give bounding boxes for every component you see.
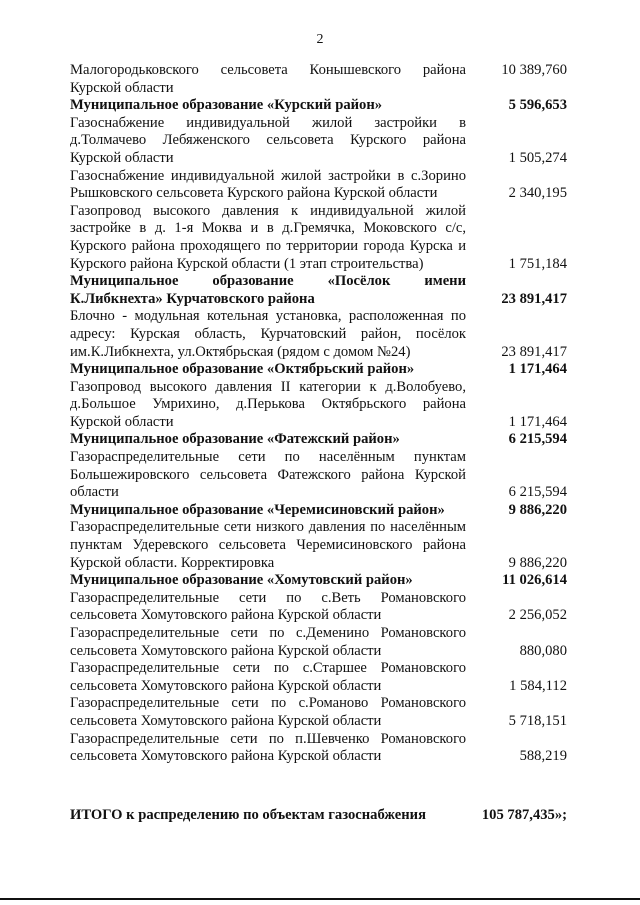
row-amount: 880,080 <box>519 642 567 659</box>
row-description: Газораспределительные сети по п.Шевченко Романовского сельсовета Хомутовского района Курской области <box>70 730 466 765</box>
municipality-row <box>70 572 567 590</box>
row-description: Муниципальное образование «Фатежский район» <box>70 431 400 448</box>
row-amount: 10 389,760 <box>501 62 567 78</box>
row-description: Муниципальное образование «Хомутовский район» <box>70 572 413 589</box>
total-value: 105 787,435»; <box>481 807 567 823</box>
row-description: Блочно - модульная котельная установка, расположенная по адресу: Курская область, Курчатовский район, посёлок им.К.Либкнехта, ул.Октябрьская (рядом с домом №24) <box>70 308 466 360</box>
row-amount: 23 891,417 <box>501 343 567 360</box>
municipality-row <box>70 361 567 379</box>
row-description: Газораспределительные сети по с.Деменино Романовского сельсовета Хомутовского района Курской области <box>70 625 466 659</box>
row-description: Газопровод высокого давления II категории к д.Волобуево, д.Большое Умрихино, д.Перькова Октябрьского района Курской области <box>70 378 466 430</box>
row-amount: 6 215,594 <box>508 484 567 501</box>
row-description: Газораспределительные сети по населённым пунктам Большежировского сельсовета Фатежского района Курской области <box>70 449 466 501</box>
project-row <box>70 379 567 432</box>
row-description: Малогородьковского сельсовета Конышевского района Курской области <box>70 62 466 96</box>
row-description: Муниципальное образование «Курский район» <box>70 97 383 114</box>
project-row <box>70 660 567 695</box>
row-description: Муниципальное образование «Черемисиновский район» <box>70 501 445 518</box>
project-row <box>70 62 567 97</box>
bottom-rule <box>0 898 640 900</box>
row-description: Газораспределительные сети по с.Веть Романовского сельсовета Хомутовского района Курской области <box>70 589 466 624</box>
total-row <box>70 807 567 824</box>
municipality-row <box>70 273 567 308</box>
project-row <box>70 695 567 730</box>
row-amount: 6 215,594 <box>508 431 567 448</box>
project-row <box>70 590 567 625</box>
project-row <box>70 519 567 572</box>
municipality-row <box>70 97 567 115</box>
row-description: Муниципальное образование «Посёлок имени К.Либкнехта» Курчатовского района <box>70 273 466 307</box>
row-amount: 588,219 <box>519 748 567 765</box>
allocation-table <box>70 62 567 766</box>
project-row <box>70 308 567 361</box>
row-amount: 23 891,417 <box>501 290 567 307</box>
row-amount: 1 584,112 <box>509 677 567 694</box>
project-row <box>70 203 567 273</box>
project-row <box>70 731 567 766</box>
total-label: ИТОГО к распределению по объектам газоснабжения <box>70 807 426 823</box>
row-amount: 2 340,195 <box>508 185 567 202</box>
row-description: Газораспределительные сети по с.Романово Романовского сельсовета Хомутовского района Курской области <box>70 695 466 729</box>
municipality-row <box>70 431 567 449</box>
row-amount: 11 026,614 <box>502 572 567 589</box>
row-amount: 5 718,151 <box>508 712 567 729</box>
project-row <box>70 449 567 502</box>
project-row <box>70 168 567 203</box>
row-description: Муниципальное образование «Октябрьский район» <box>70 361 415 378</box>
row-description: Газопровод высокого давления к индивидуальной жилой застройке в д. 1-я Моква и в д.Гремячка, Моковского с/с, Курского района проходящего по территории города Курска и Курского района Курской области (1 этап строительства) <box>70 202 466 272</box>
municipality-row <box>70 502 567 520</box>
row-amount: 1 171,464 <box>508 413 567 430</box>
project-row <box>70 115 567 168</box>
row-description: Газораспределительные сети по с.Старшее Романовского сельсовета Хомутовского района Курской области <box>70 660 466 694</box>
row-amount: 1 751,184 <box>508 255 567 272</box>
row-amount: 9 886,220 <box>508 554 567 571</box>
row-amount: 1 171,464 <box>508 361 567 378</box>
row-amount: 9 886,220 <box>508 501 567 518</box>
row-description: Газораспределительные сети низкого давления по населённым пунктам Удеревского сельсовета Черемисиновского района Курской области. Корректировка <box>70 519 466 571</box>
row-amount: 5 596,653 <box>508 97 567 114</box>
row-amount: 2 256,052 <box>508 607 567 624</box>
row-description: Газоснабжение индивидуальной жилой застройки в с.Зорино Рышковского сельсовета Курского района Курской области <box>70 167 466 202</box>
row-description: Газоснабжение индивидуальной жилой застройки в д.Толмачево Лебяженского сельсовета Курского района Курской области <box>70 114 466 166</box>
row-amount: 1 505,274 <box>508 149 567 166</box>
project-row <box>70 625 567 660</box>
page-number: 2 <box>316 32 324 47</box>
